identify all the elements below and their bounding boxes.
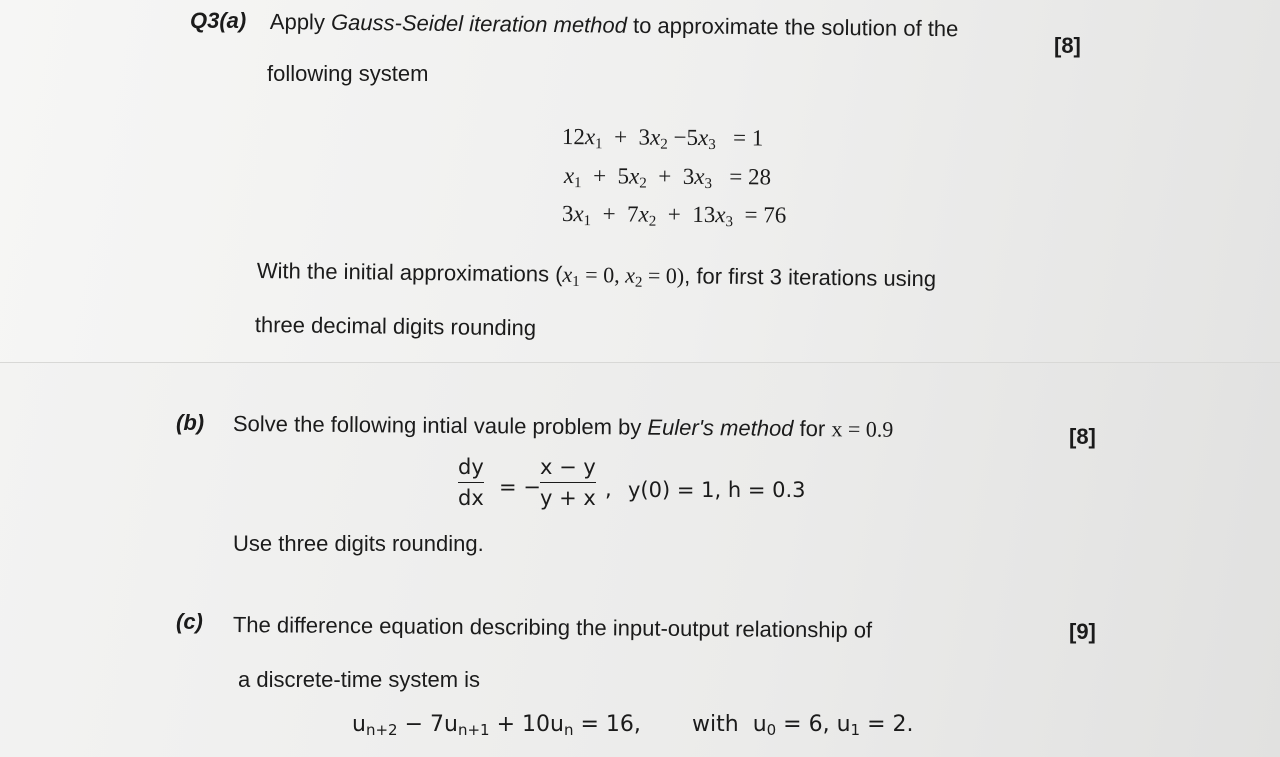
de-op-1: − 7 bbox=[398, 712, 444, 737]
eq2-coef-3: 3 bbox=[683, 164, 695, 189]
eq3-rhs: = 76 bbox=[744, 202, 786, 227]
init-sub-2: 2 bbox=[635, 275, 643, 291]
eq3-var-3: x bbox=[715, 202, 725, 227]
ic-with: with bbox=[692, 712, 739, 737]
question-label-q3a: Q3(a) bbox=[190, 8, 246, 34]
eq2-coef-2: 5 bbox=[618, 163, 630, 188]
q3b-text-after: for bbox=[793, 416, 831, 441]
eq1-var-3: x bbox=[698, 125, 708, 150]
q3a-text-after: to approximate the solution of the bbox=[627, 13, 959, 41]
ode-lhs-fraction bbox=[458, 455, 484, 510]
eq2-sub-2: 2 bbox=[639, 176, 647, 192]
eq2-sub-3: 3 bbox=[704, 176, 712, 192]
ode-rhs-fraction bbox=[540, 455, 596, 510]
de-term-1: u bbox=[352, 712, 366, 737]
ic-1-value: = 6, bbox=[776, 712, 836, 737]
eq3-sub-1: 1 bbox=[584, 213, 592, 229]
eq2-var-2: x bbox=[629, 163, 639, 188]
eq3-var-2: x bbox=[639, 202, 649, 227]
de-op-2: + 10 bbox=[490, 712, 550, 737]
ode-rhs-fraction-bar bbox=[540, 482, 596, 483]
eq1-op-1: + bbox=[614, 124, 627, 149]
difference-equation bbox=[352, 712, 641, 738]
de-term-1-sub: n+2 bbox=[366, 721, 398, 739]
eq1-sub-3: 3 bbox=[708, 137, 716, 153]
q3a-prompt-line2: following system bbox=[267, 61, 428, 87]
equation-row-1 bbox=[562, 124, 764, 151]
q3a-initial-tail: , for first 3 iterations using bbox=[684, 263, 936, 291]
de-term-2: u bbox=[444, 712, 458, 737]
eq1-var-2: x bbox=[650, 125, 660, 150]
eq1-sub-2: 2 bbox=[660, 137, 668, 153]
de-term-2-sub: n+1 bbox=[458, 721, 490, 739]
ic-2-value: = 2. bbox=[860, 712, 913, 737]
ic-1-sub: 0 bbox=[767, 721, 777, 739]
de-rhs: = 16, bbox=[573, 712, 640, 737]
equation-row-2 bbox=[564, 163, 771, 190]
question-label-q3b: (b) bbox=[176, 410, 204, 436]
eq2-sub-1: 1 bbox=[574, 175, 582, 191]
eq2-op-1: + bbox=[593, 163, 606, 188]
q3a-text-before: Apply bbox=[270, 9, 331, 35]
q3b-marks: [8] bbox=[1069, 424, 1096, 450]
eq3-op-1: + bbox=[603, 201, 616, 226]
eq1-coef-3: 5 bbox=[686, 125, 698, 150]
eq1-var-1: x bbox=[585, 124, 595, 149]
eq2-op-2: + bbox=[658, 164, 671, 189]
eq3-var-1: x bbox=[573, 201, 583, 226]
q3a-initial-text: With the initial approximations ( bbox=[257, 258, 563, 287]
ode-lhs-numerator: dy bbox=[458, 455, 484, 479]
ode-initial-condition: y(0) = 1, h = 0.3 bbox=[628, 477, 806, 503]
eq1-coef-2: 3 bbox=[639, 125, 651, 150]
q3b-condition: x = 0.9 bbox=[831, 416, 893, 442]
eq1-coef-1: 12 bbox=[562, 124, 585, 149]
init-eq-2: = 0) bbox=[642, 263, 684, 289]
ode-rhs-denominator: y + x bbox=[540, 486, 596, 510]
init-var-1: x bbox=[562, 262, 572, 287]
q3b-method-name: Euler's method bbox=[647, 415, 793, 441]
eq1-op-2: − bbox=[673, 125, 686, 150]
eq3-coef-2: 7 bbox=[627, 201, 639, 226]
ic-2-sub: 1 bbox=[851, 721, 861, 739]
initial-conditions bbox=[692, 712, 914, 738]
ic-1: u bbox=[753, 712, 767, 737]
eq3-coef-1: 3 bbox=[562, 201, 574, 226]
eq1-sub-1: 1 bbox=[595, 136, 603, 152]
ode-lhs-denominator: dx bbox=[458, 486, 484, 510]
question-label-q3c: (c) bbox=[176, 609, 203, 635]
init-var-2: x bbox=[625, 263, 635, 288]
eq3-coef-3: 13 bbox=[692, 202, 715, 227]
q3a-rounding-line: three decimal digits rounding bbox=[255, 312, 537, 341]
eq2-rhs: = 28 bbox=[729, 164, 771, 189]
q3c-prompt-line1: The difference equation describing the input-output relationship of bbox=[233, 612, 872, 644]
q3b-rounding-line: Use three digits rounding. bbox=[233, 531, 484, 557]
ode-rhs-numerator: x − y bbox=[540, 455, 596, 479]
eq3-op-2: + bbox=[668, 202, 681, 227]
init-sub-1: 1 bbox=[572, 274, 580, 290]
eq2-var-3: x bbox=[694, 164, 704, 189]
ic-2: u bbox=[837, 712, 851, 737]
equation-row-3 bbox=[562, 201, 787, 229]
ode-equals: = − bbox=[499, 474, 541, 500]
de-term-3: u bbox=[550, 712, 564, 737]
eq1-rhs: = 1 bbox=[733, 125, 763, 150]
init-eq-1: = 0, bbox=[580, 262, 626, 288]
q3c-marks: [9] bbox=[1069, 619, 1096, 645]
eq3-sub-2: 2 bbox=[649, 214, 657, 230]
ode-lhs-fraction-bar bbox=[458, 482, 484, 483]
eq2-var-1: x bbox=[564, 163, 574, 188]
q3a-initial-math bbox=[562, 262, 684, 288]
eq3-sub-3: 3 bbox=[725, 214, 733, 230]
q3a-method-name: Gauss-Seidel iteration method bbox=[331, 10, 627, 38]
q3b-text-before: Solve the following intial vaule problem by bbox=[233, 411, 648, 440]
de-term-3-sub: n bbox=[564, 721, 574, 739]
q3a-marks: [8] bbox=[1054, 33, 1081, 59]
ode-comma: , bbox=[605, 476, 612, 502]
q3c-prompt-line2: a discrete-time system is bbox=[238, 667, 480, 693]
